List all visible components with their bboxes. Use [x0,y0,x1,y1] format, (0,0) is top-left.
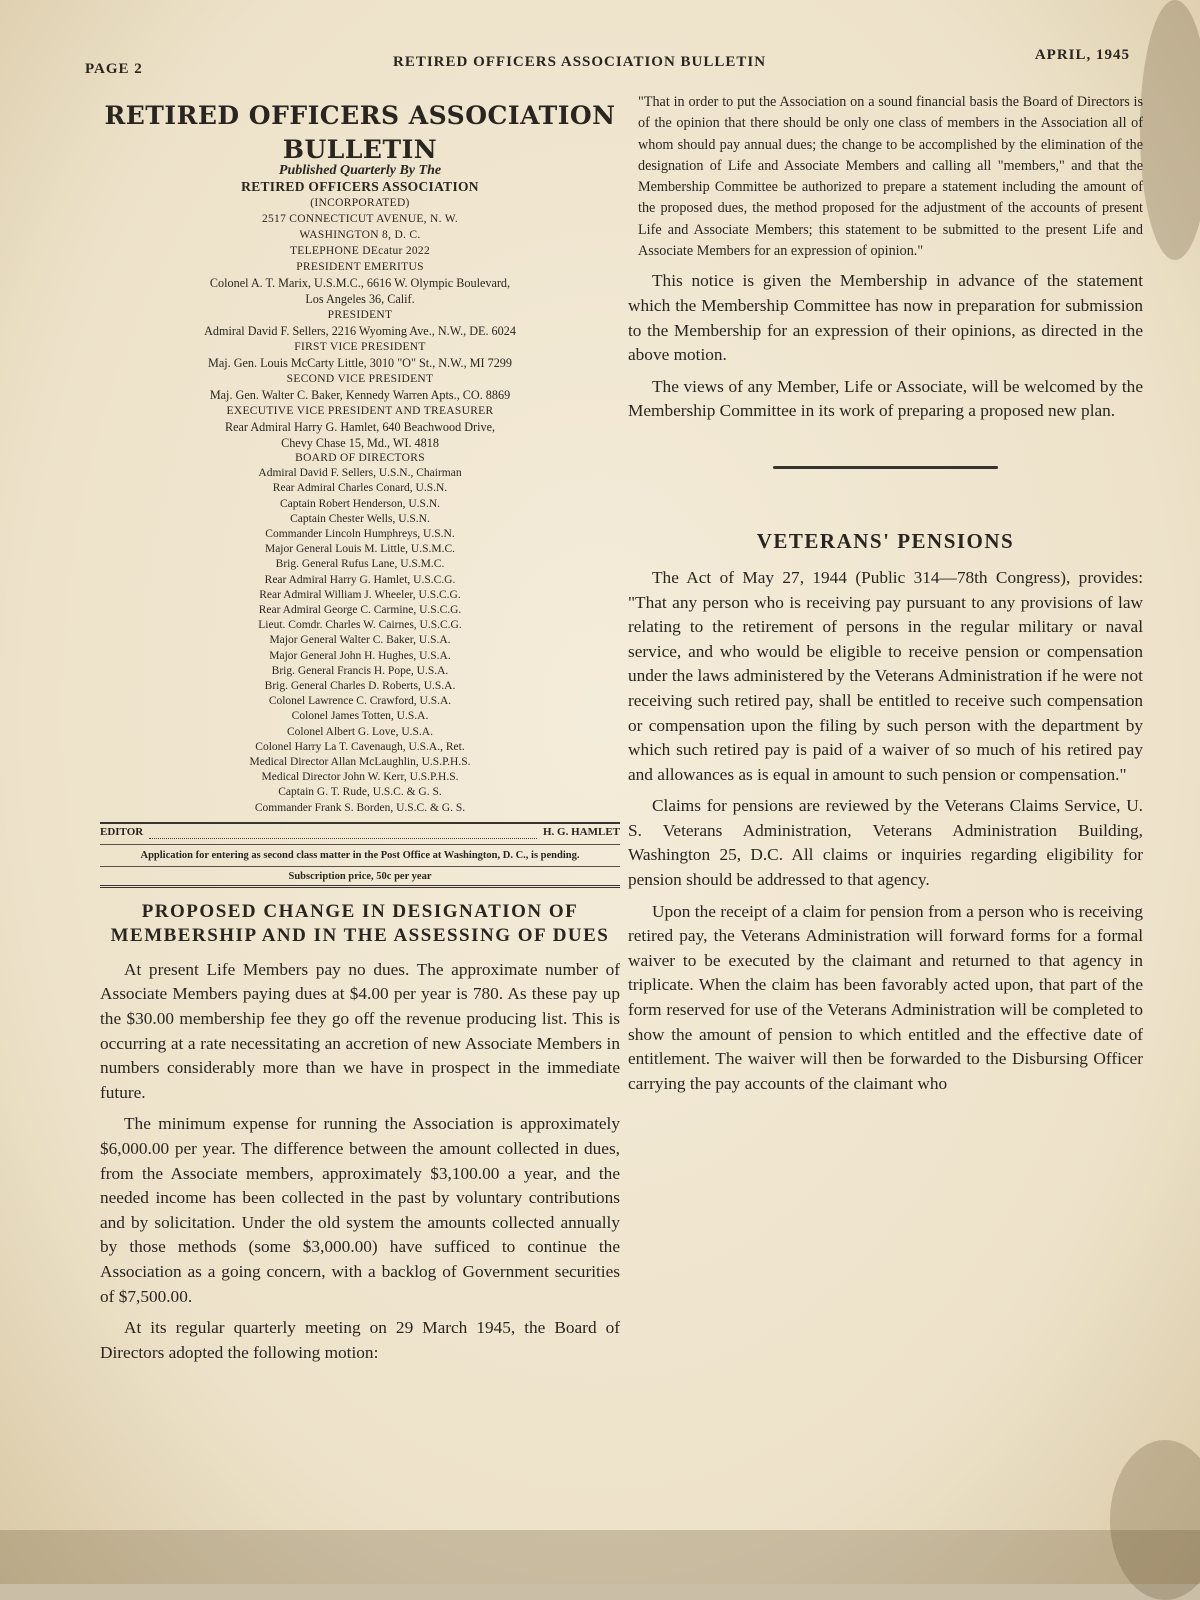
officer-line: Rear Admiral Harry G. Hamlet, 640 Beachwood Drive, [224,420,496,434]
board-member: Medical Director John W. Kerr, U.S.P.H.S. [261,771,459,784]
article-paragraph: The Act of May 27, 1944 (Public 314—78th Congress), provides: "That any person who is receiving pay pursuant to any provisions of law relating to the retirement of persons in the regular military or naval service, and who would be eligible to receive pension or compensation under the laws administered by the Veterans Administration if he were not receiving such retired pay, shall be entitled to receive such compensation or compensation upon the filing by such person with the department by which such retired pay is paid of a waiver of so much of his retired pay and allowances as is equal in amount to such pension or compensation." [628,567,1143,784]
officer-line: Admiral David F. Sellers, 2216 Wyoming Ave., N.W., DE. 6024 [204,324,516,338]
officer-line: PRESIDENT [327,309,393,321]
board-member: Lieut. Comdr. Charles W. Cairnes, U.S.C.G. [258,619,462,632]
officer-line: Colonel A. T. Marix, U.S.M.C., 6616 W. Olympic Boulevard, [209,276,511,290]
board-member: Colonel Albert G. Love, U.S.A. [287,725,433,738]
running-title: RETIRED OFFICERS ASSOCIATION BULLETIN [393,54,767,70]
officer-line: Chevy Chase 15, Md., WI. 4818 [281,436,439,450]
board-member: Major General John H. Hughes, U.S.A. [269,649,451,662]
org-name: RETIRED OFFICERS ASSOCIATION [241,179,479,194]
incorporated-line: (INCORPORATED) [310,197,410,209]
masthead-title-line2: BULLETIN [282,135,438,164]
leader-dots [149,826,537,839]
board-member: Colonel Lawrence C. Crawford, U.S.A. [268,695,452,708]
issue-date: APRIL, 1945 [1034,47,1130,63]
officers-list [100,259,620,451]
published-line: Published Quarterly By The [278,163,442,178]
board-member: Commander Lincoln Humphreys, U.S.N. [265,528,455,541]
board-member: Captain G. T. Rude, U.S.C. & G. S. [278,786,442,799]
page-number: PAGE 2 [85,61,143,77]
board-member: Admiral David F. Sellers, U.S.N., Chairman [258,467,462,480]
board-member: Commander Frank S. Borden, U.S.C. & G. S. [254,801,466,814]
article-paragraph: At its regular quarterly meeting on 29 March 1945, the Board of Directors adopted the following motion: [100,1318,620,1362]
board-member: Medical Director Allan McLaughlin, U.S.P.H.S. [249,756,471,769]
board-member: Captain Robert Henderson, U.S.N. [279,497,441,510]
article-paragraph: Upon the receipt of a claim for pension from a person who is receiving retired pay, the Veterans Administration will forward forms for a formal waiver to be executed by the claimant and returned to that agency in triplicate. When the claim has been favorably acted upon, that part of the form reserved for use of the Veterans Administration will be completed to show the amount of pension to which entitled and the effective date of entitlement. The waiver will then be forwarded to the Disbursing Officer carrying the pay accounts of the claimant who [628,901,1143,1093]
officer-line: PRESIDENT EMERITUS [296,261,424,273]
left-column [100,95,620,1372]
board-title: BOARD OF DIRECTORS [295,452,425,464]
article-paragraph: Claims for pensions are reviewed by the Veterans Claims Service, U. S. Veterans Administration, Veterans Administration Building, Washington 25, D.C. All claims or inquiries regarding eligibility for pension should be addressed to that agency. [628,796,1143,890]
running-head [85,47,1130,77]
board-member: Brig. General Charles D. Roberts, U.S.A. [264,680,456,693]
article-heading-pensions: VETERANS' PENSIONS [756,528,1015,553]
board-motion-quote: "That in order to put the Association on a sound financial basis the Board of Directors is of the opinion that there should be only one class of members in the Association all of whom should pay annual dues; the change to be accomplished by the elimination of the designation of Life and Associate Members and calling all "members," and that the Membership Committee be authorized to prepare a statement including the amount of the proposed dues, the method proposed for the adjustment of the accounts of present Life and Associate Members; this statement to be submitted to the present Life and Associate Members for an expression of opinion." [638,94,1143,260]
officer-line: FIRST VICE PRESIDENT [294,341,426,353]
masthead-title-line1: RETIRED OFFICERS ASSOCIATION [104,101,616,130]
board-member: Brig. General Francis H. Pope, U.S.A. [271,664,449,677]
stain [0,1530,1200,1600]
board-member: Colonel Harry La T. Cavenaugh, U.S.A., Ret. [255,740,465,753]
board-member: Major General Louis M. Little, U.S.M.C. [264,543,456,556]
officer-line: Maj. Gen. Walter C. Baker, Kennedy Warren Apts., CO. 8869 [209,388,511,402]
board-member: Rear Admiral Harry G. Hamlet, U.S.C.G. [264,573,456,586]
stain [1140,0,1200,260]
board-member: Brig. General Rufus Lane, U.S.M.C. [275,558,445,571]
article-paragraph: At present Life Members pay no dues. The approximate number of Associate Members paying dues at $4.00 per year is 780. As these pay up the $30.00 membership fee they go off the revenue producing list. This is occurring at a rate necessitating an accretion of new Associate Members in numbers considerably more than we have in prospect in the immediate future. [100,959,620,1102]
board-member: Rear Admiral William J. Wheeler, U.S.C.G. [259,588,461,601]
editor-name: H. G. HAMLET [542,825,620,838]
board-member: Rear Admiral George C. Carmine, U.S.C.G. [258,604,462,617]
board-of-directors [100,451,620,816]
officer-line: SECOND VICE PRESIDENT [286,373,434,385]
editor-row [100,822,620,844]
officer-line: Maj. Gen. Louis McCarty Little, 3010 "O" St., N.W., MI 7299 [207,356,512,370]
article-paragraph: This notice is given the Membership in advance of the statement which the Membership Committee has now in preparation for submission to the Membership for an expression of their opinions, as directed in the above motion. [628,271,1143,365]
board-member: Rear Admiral Charles Conard, U.S.N. [272,482,448,495]
article-paragraph: The views of any Member, Life or Associate, will be welcomed by the Membership Committee in its work of preparing a proposed new plan. [628,376,1143,421]
officer-line: Los Angeles 36, Calif. [305,292,415,306]
board-member: Major General Walter C. Baker, U.S.A. [269,634,451,647]
right-column [628,92,1143,1103]
board-member: Colonel James Totten, U.S.A. [291,710,429,723]
telephone-line: TELEPHONE DEcatur 2022 [289,245,431,257]
officer-line: EXECUTIVE VICE PRESIDENT AND TREASURER [226,405,494,417]
article-heading-dues: PROPOSED CHANGE IN DESIGNATION OF MEMBERSHIP AND IN THE ASSESSING OF DUES [110,900,610,946]
address-line-2: WASHINGTON 8, D. C. [299,229,421,241]
mail-class-note: Application for entering as second class matter in the Post Office at Washington, D. C., is pending. [100,844,620,866]
article-paragraph: The minimum expense for running the Association is approximately $6,000.00 per year. The difference between the amount collected in dues, from the Associate members, approximately $3,100.00 a year, and the needed income has been collected in the past by voluntary contributions and by solicitation. Under the old system the amounts collected annually by those methods (some $3,000.00) have sufficed to continue the Association as a going concern, with a backlog of Government securities of $7,500.00. [100,1114,620,1306]
editor-label: EDITOR [100,825,144,838]
section-divider [773,466,998,469]
board-member: Captain Chester Wells, U.S.N. [290,512,430,525]
subscription-price: Subscription price, 50c per year [100,866,620,888]
address-line-1: 2517 CONNECTICUT AVENUE, N. W. [261,213,459,225]
